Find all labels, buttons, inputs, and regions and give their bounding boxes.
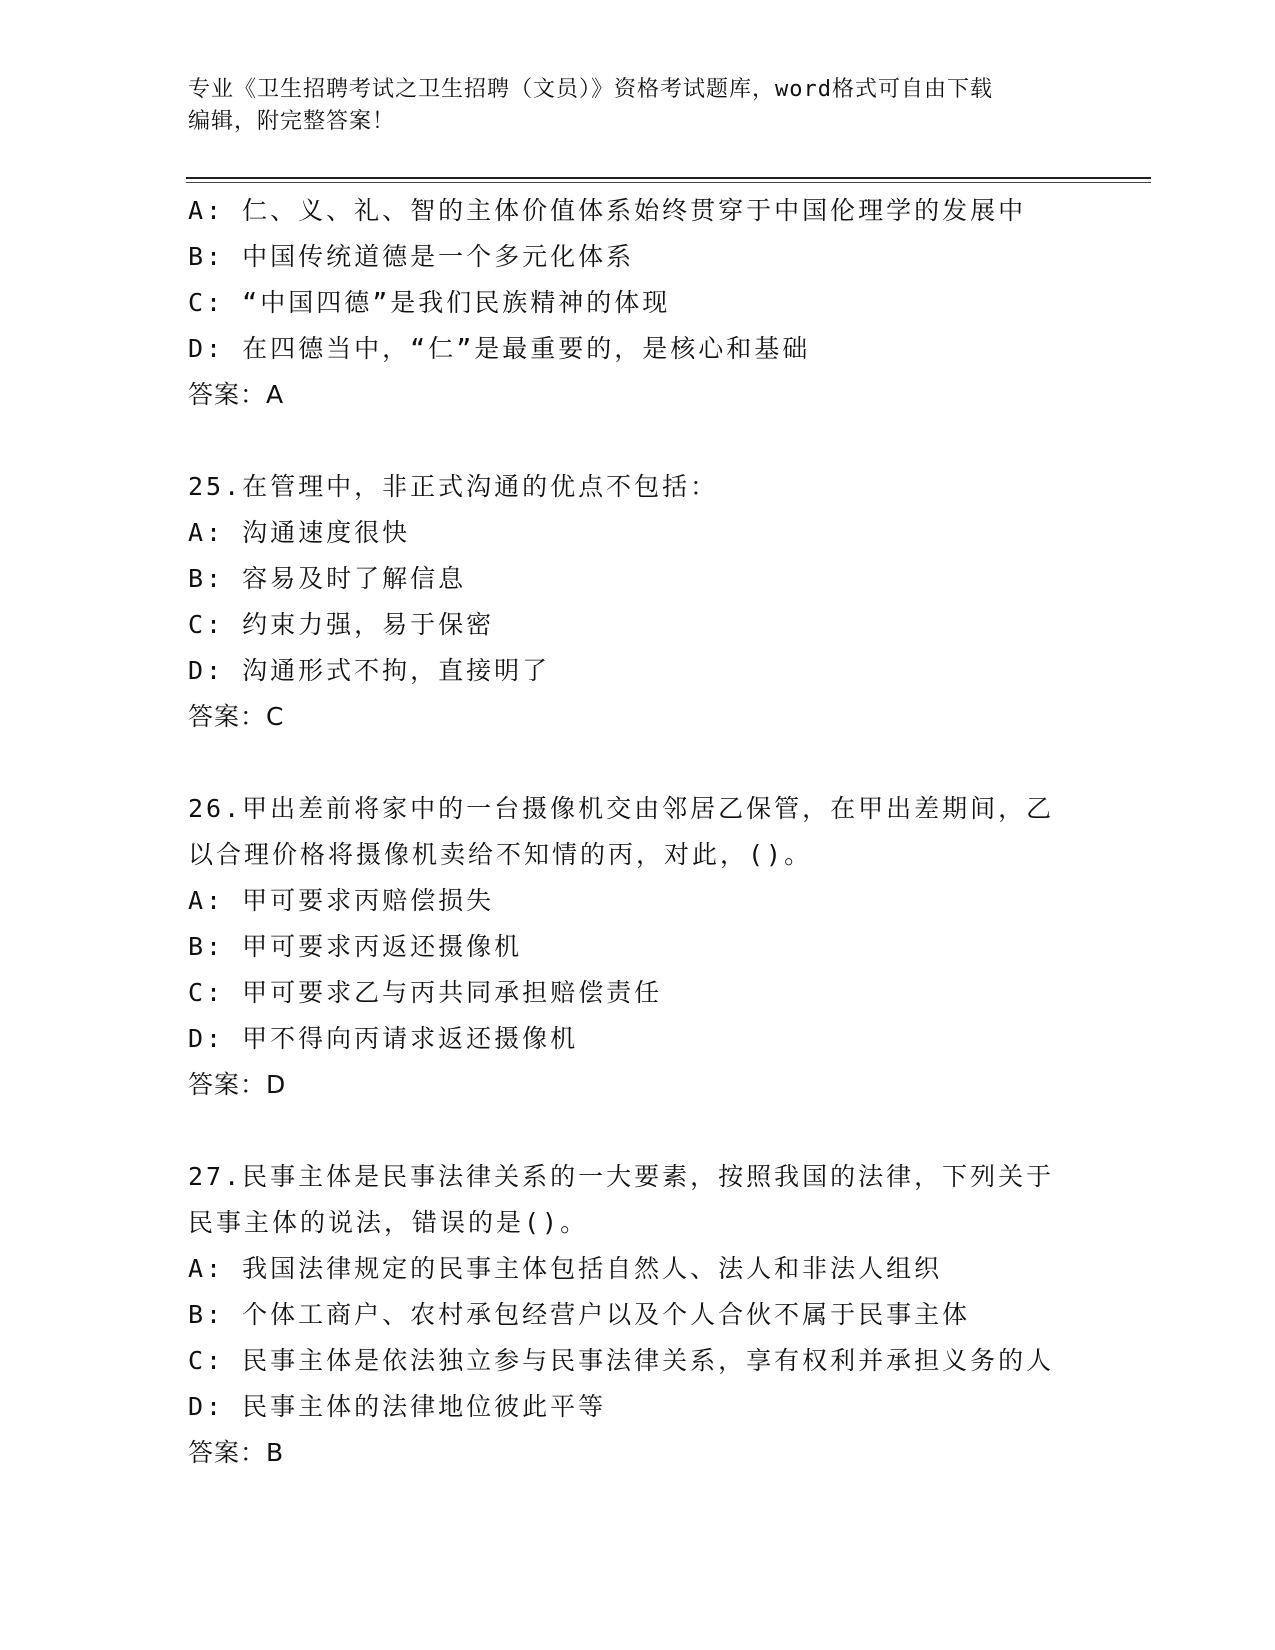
question-stem-line-1: 27.民事主体是民事法律关系的一大要素，按照我国的法律，下列关于: [188, 1162, 1055, 1191]
answer-line: 答案：A: [188, 380, 285, 409]
option-a: A: 我国法律规定的民事主体包括自然人、法人和非法人组织: [188, 1254, 943, 1283]
question-27: [188, 1154, 1088, 1476]
header-divider-thin: [186, 182, 1151, 183]
header-line-1: 专业《卫生招聘考试之卫生招聘（文员）》资格考试题库，word格式可自由下载: [188, 77, 993, 102]
spacer: [188, 418, 1088, 464]
option-b: B: 中国传统道德是一个多元化体系: [188, 242, 635, 271]
answer-line: 答案：B: [188, 1438, 285, 1467]
option-c: C: “中国四德”是我们民族精神的体现: [188, 288, 671, 317]
option-b: B: 个体工商户、农村承包经营户以及个人合伙不属于民事主体: [188, 1300, 971, 1329]
option-a: A: 沟通速度很快: [188, 518, 411, 547]
question-stem-line-1: 26.甲出差前将家中的一台摄像机交由邻居乙保管，在甲出差期间，乙: [188, 794, 1055, 823]
header-divider-thick: [186, 177, 1151, 179]
question-25: [188, 464, 1088, 740]
question-list: [188, 188, 1088, 1476]
question-24: [188, 188, 1088, 418]
question-stem: 25.在管理中，非正式沟通的优点不包括：: [188, 472, 719, 501]
option-c: C: 民事主体是依法独立参与民事法律关系，享有权利并承担义务的人: [188, 1346, 1055, 1375]
header-line-2: 编辑，附完整答案！: [188, 109, 396, 134]
option-d: D: 在四德当中，“仁”是最重要的，是核心和基础: [188, 334, 811, 363]
option-c: C: 甲可要求乙与丙共同承担赔偿责任: [188, 978, 663, 1007]
option-a: A: 仁、义、礼、智的主体价值体系始终贯穿于中国伦理学的发展中: [188, 196, 1027, 225]
option-d: D: 民事主体的法律地位彼此平等: [188, 1392, 607, 1421]
spacer: [188, 1108, 1088, 1154]
document-header: [188, 74, 1068, 138]
question-stem-line-2: 民事主体的说法，错误的是()。: [188, 1208, 589, 1237]
option-d: D: 甲不得向丙请求返还摄像机: [188, 1024, 579, 1053]
option-d: D: 沟通形式不拘，直接明了: [188, 656, 551, 685]
option-b: B: 容易及时了解信息: [188, 564, 467, 593]
answer-line: 答案：D: [188, 1070, 287, 1099]
spacer: [188, 740, 1088, 786]
answer-line: 答案：C: [188, 702, 285, 731]
option-c: C: 约束力强，易于保密: [188, 610, 495, 639]
question-26: [188, 786, 1088, 1108]
option-b: B: 甲可要求丙返还摄像机: [188, 932, 523, 961]
question-stem-line-2: 以合理价格将摄像机卖给不知情的丙，对此，()。: [188, 840, 813, 869]
option-a: A: 甲可要求丙赔偿损失: [188, 886, 495, 915]
